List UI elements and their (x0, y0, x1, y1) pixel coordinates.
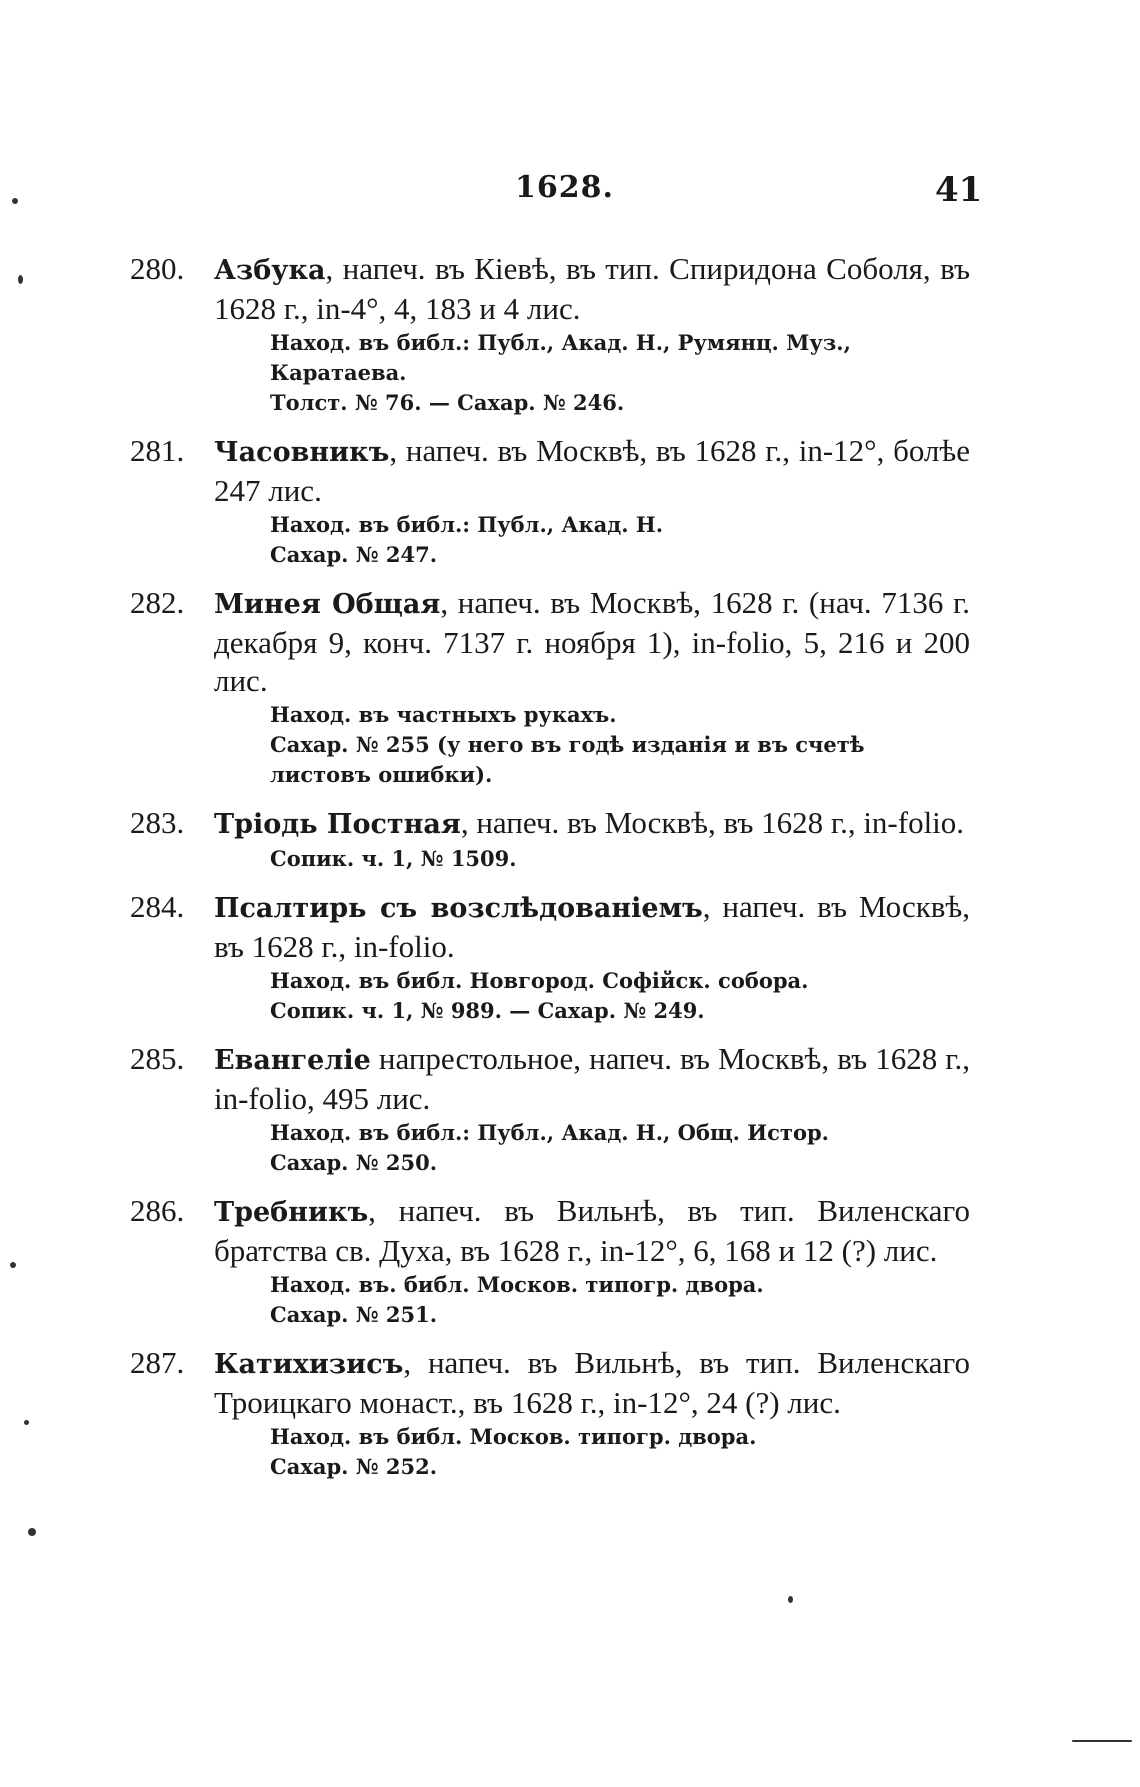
entry-number: 284. (130, 889, 185, 924)
entry-reference-note: Сахар. № 255 (у него въ годѣ изданія и въ счетѣ листовъ ошибки). (270, 732, 865, 787)
entry-text (130, 888, 970, 966)
entry-number: 286. (130, 1193, 185, 1228)
entry-reference-note: Сопик. ч. 1, № 989. — Сахар. № 249. (270, 998, 705, 1023)
entry-number: 280. (130, 251, 185, 286)
entry-text (130, 584, 970, 700)
entry-280 (130, 250, 970, 418)
scan-speck (788, 1596, 793, 1603)
entry-holdings-note: Наход. въ частныхъ рукахъ. (270, 702, 617, 727)
entry-holdings-note: Наход. въ библ. Новгород. Софійск. собора. (270, 968, 809, 993)
entry-title: Азбука (214, 255, 326, 286)
entry-284 (130, 888, 970, 1026)
entry-holdings-note: Наход. въ библ.: Публ., Акад. Н., Румянц. Муз., Каратаева. (270, 330, 851, 385)
entry-holdings-note: Наход. въ библ.: Публ., Акад. Н., Общ. Истор. (270, 1120, 829, 1145)
entry-description: , напеч. въ Вильнѣ, въ тип. Виленскаго братства св. Духа, въ 1628 г., in-12°, 6, 168 и 12 (?) лис. (214, 1193, 970, 1268)
running-head-year: 1628. (515, 170, 614, 205)
running-head (0, 170, 1140, 210)
entry-holdings-note: Наход. въ библ.: Публ., Акад. Н. (270, 512, 664, 537)
entry-reference-note: Сахар. № 251. (270, 1302, 438, 1327)
entry-282 (130, 584, 970, 790)
entry-283 (130, 804, 970, 874)
entry-number: 281. (130, 433, 185, 468)
scan-speck (10, 1262, 16, 1268)
entry-reference-note: Сахар. № 252. (270, 1454, 438, 1479)
entry-281 (130, 432, 970, 570)
entry-text (130, 1040, 970, 1118)
entry-title: Катихизисъ (214, 1349, 404, 1380)
entry-title: Псалтирь съ возслѣдованіемъ (214, 893, 703, 924)
entry-description: напрестольное, напеч. въ Москвѣ, въ 1628 г., in-folio, 495 лис. (214, 1041, 970, 1116)
entry-title: Минея Общая (214, 589, 441, 620)
entry-text (130, 1344, 970, 1422)
entry-description: , напеч. въ Москвѣ, въ 1628 г., in-folio. (214, 889, 970, 964)
entry-description: , напеч. въ Москвѣ, въ 1628 г., in-folio. (460, 805, 965, 840)
entry-description: , напеч. въ Москвѣ, 1628 г. (нач. 7136 г. декабря 9, конч. 7137 г. ноября 1), in-folio, 5, 216 и 200 лис. (214, 585, 970, 698)
entry-holdings-note: Наход. въ библ. Москов. типогр. двора. (270, 1424, 757, 1449)
scan-speck (1072, 1740, 1132, 1742)
entry-reference-note: Сахар. № 247. (270, 542, 438, 567)
bibliography-entries (130, 250, 970, 1496)
entry-holdings-note: Наход. въ. библ. Москов. типогр. двора. (270, 1272, 764, 1297)
entry-title: Требникъ (214, 1197, 369, 1228)
entry-title: Тріодь Постная (214, 809, 461, 840)
entry-287 (130, 1344, 970, 1482)
entry-reference-note: Толст. № 76. — Сахар. № 246. (270, 390, 625, 415)
entry-text (130, 432, 970, 510)
entry-reference-note: Сопик. ч. 1, № 1509. (270, 846, 517, 871)
entry-number: 283. (130, 805, 185, 840)
scan-speck (28, 1528, 36, 1536)
entry-285 (130, 1040, 970, 1178)
entry-text (130, 1192, 970, 1270)
entry-text (130, 804, 970, 844)
scan-speck (18, 275, 23, 284)
entry-description: , напеч. въ Вильнѣ, въ тип. Виленскаго Троицкаго монаст., въ 1628 г., in-12°, 24 (?) лис. (214, 1345, 970, 1420)
entry-title: Евангеліе (214, 1045, 371, 1076)
scan-speck (12, 198, 18, 204)
scan-speck (24, 1420, 29, 1425)
entry-text (130, 250, 970, 328)
page-number: 41 (935, 170, 983, 210)
entry-number: 285. (130, 1041, 185, 1076)
entry-reference-note: Сахар. № 250. (270, 1150, 438, 1175)
entry-description: , напеч. въ Кіевѣ, въ тип. Спиридона Соболя, въ 1628 г., in-4°, 4, 183 и 4 лис. (214, 251, 970, 326)
entry-number: 282. (130, 585, 185, 620)
entry-title: Часовникъ (214, 437, 390, 468)
entry-number: 287. (130, 1345, 185, 1380)
entry-286 (130, 1192, 970, 1330)
entry-description: , напеч. въ Москвѣ, въ 1628 г., in-12°, болѣе 247 лис. (214, 433, 970, 508)
